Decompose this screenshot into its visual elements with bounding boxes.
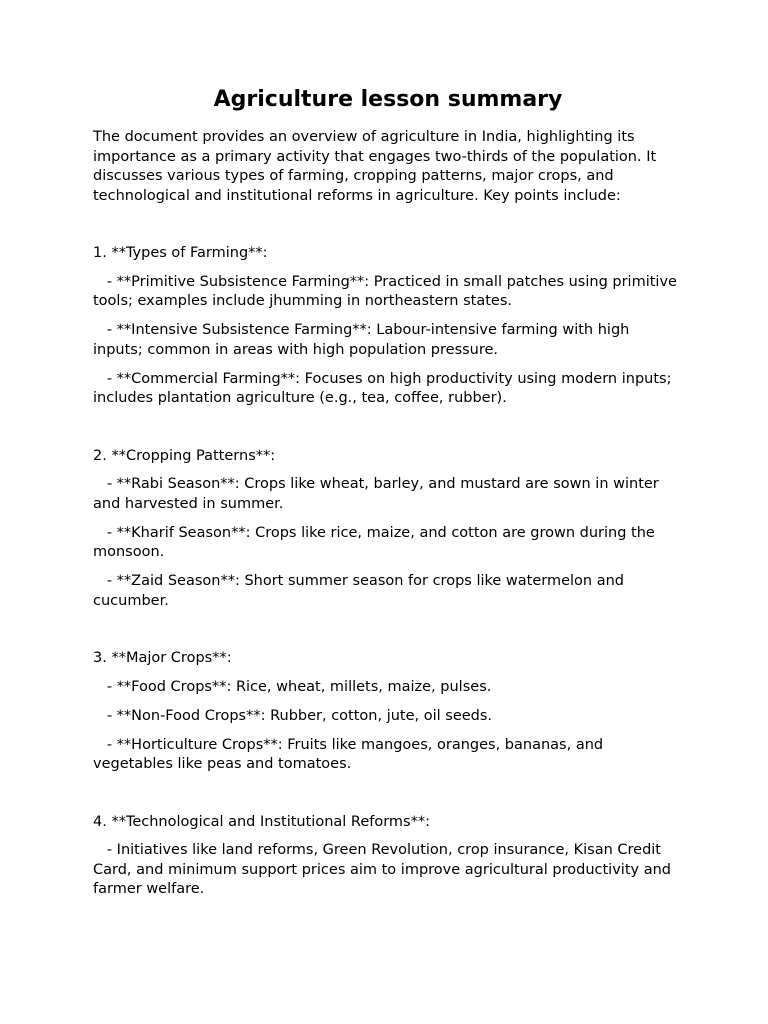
document-page xyxy=(93,84,683,909)
section-heading: 2. **Cropping Patterns**: xyxy=(93,447,276,464)
list-item: - **Commercial Farming**: Focuses on high productivity using modern inputs; includes plantation agriculture (e.g., tea, coffee, rubber). xyxy=(93,370,672,406)
intro-paragraph: The document provides an overview of agriculture in India, highlighting its importance as a primary activity that engages two-thirds of the population. It discusses various types of farming, cropping patterns, major crops, and technological and institutional reforms in agriculture. Key points include: xyxy=(93,129,657,204)
section-cropping-patterns xyxy=(93,447,683,612)
section-heading: 4. **Technological and Institutional Reforms**: xyxy=(93,813,430,830)
list-item: - **Horticulture Crops**: Fruits like mangoes, oranges, bananas, and vegetables like peas and tomatoes. xyxy=(93,736,604,772)
section-major-crops xyxy=(93,649,683,775)
section-types-of-farming xyxy=(93,244,683,409)
list-item: - **Non-Food Crops**: Rubber, cotton, jute, oil seeds. xyxy=(106,707,493,724)
list-item: - **Intensive Subsistence Farming**: Labour-intensive farming with high inputs; common in areas with high population pressure. xyxy=(93,322,630,358)
list-item: - **Kharif Season**: Crops like rice, maize, and cotton are grown during the monsoon. xyxy=(93,524,655,560)
list-item: - **Zaid Season**: Short summer season for crops like watermelon and cucumber. xyxy=(93,573,624,609)
list-item: - Initiatives like land reforms, Green Revolution, crop insurance, Kisan Credit Card, and minimum support prices aim to improve agricultural productivity and farmer welfare. xyxy=(93,842,671,897)
list-item: - **Rabi Season**: Crops like wheat, barley, and mustard are sown in winter and harvested in summer. xyxy=(93,476,659,512)
list-item: - **Food Crops**: Rice, wheat, millets, maize, pulses. xyxy=(106,678,492,695)
section-heading: 3. **Major Crops**: xyxy=(93,650,232,666)
document-title: Agriculture lesson summary xyxy=(213,87,563,112)
section-heading: 1. **Types of Farming**: xyxy=(93,245,268,261)
list-item: - **Primitive Subsistence Farming**: Practiced in small patches using primitive tools; examples include jhumming in northeastern states. xyxy=(93,273,677,309)
section-reforms xyxy=(93,813,683,900)
